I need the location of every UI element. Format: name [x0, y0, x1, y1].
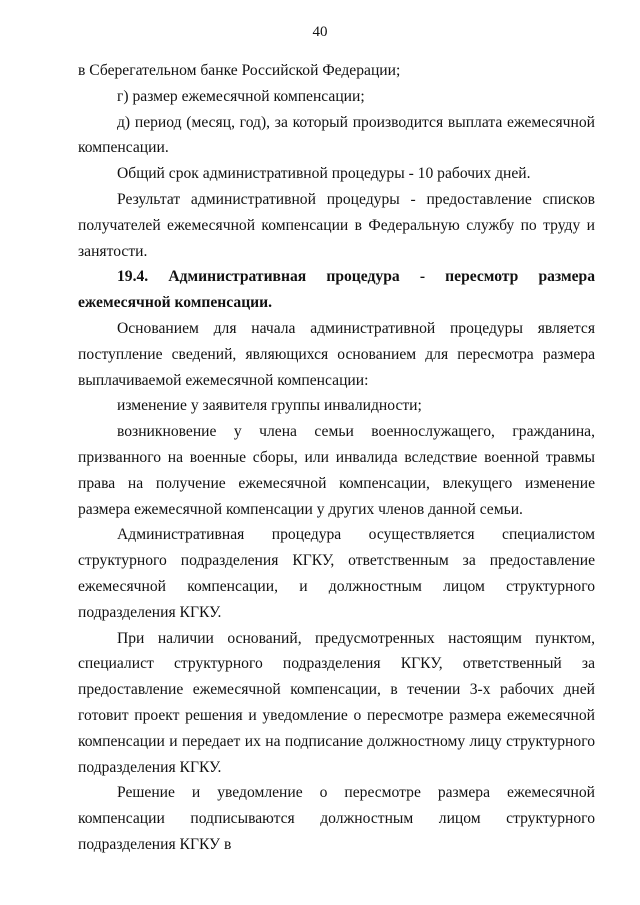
paragraph-item-d: д) период (месяц, год), за который производится выплата ежемесячной компенсации.: [78, 113, 595, 157]
paragraph-item-g: г) размер ежемесячной компенсации;: [117, 87, 365, 105]
paragraph-decision-preparation: При наличии оснований, предусмотренных настоящим пунктом, специалист структурного подразделения КГКУ, ответственный за предоставление ежемесячной компенсации, в течении 3-х рабочих дней готовит проект решения и уведомление о пересмотре размера ежемесячной компенсации и передает их на подписание должностному лицу структурного подразделения КГКУ.: [78, 629, 595, 776]
document-body: [78, 58, 595, 858]
paragraph-family-member-right: возникновение у члена семьи военнослужащего, гражданина, призванного на военные сборы, или инвалида вследствие военной травмы права на получение ежемесячной компенсации, влекущего изменение размера ежемесячной компенсации у других членов данной семьи.: [78, 423, 595, 518]
paragraph-bank-continuation: в Сберегательном банке Российской Федерации;: [78, 62, 401, 79]
paragraph-disability-group-change: изменение у заявителя группы инвалидности;: [117, 397, 422, 415]
page-number: 40: [312, 24, 328, 40]
paragraph-decision-signing: Решение и уведомление о пересмотре размера ежемесячной компенсации подписываются должностным лицом структурного подразделения КГКУ в: [78, 784, 595, 853]
paragraph-procedure-term: Общий срок административной процедуры - 10 рабочих дней.: [117, 165, 531, 183]
section-heading-19-4: 19.4. Административная процедура - пересмотр размера ежемесячной компенсации.: [78, 268, 595, 312]
paragraph-procedure-performer: Административная процедура осуществляется специалистом структурного подразделения КГКУ, ответственным за предоставление ежемесячной компенсации, и должностным лицом структурного подразделения КГКУ.: [78, 526, 595, 621]
paragraph-grounds: Основанием для начала административной процедуры является поступление сведений, являющихся основанием для пересмотра размера выплачиваемой ежемесячной компенсации:: [78, 319, 595, 389]
paragraph-procedure-result: Результат административной процедуры - предоставление списков получателей ежемесячной компенсации в Федеральную службу по труду и занятости.: [78, 190, 595, 260]
